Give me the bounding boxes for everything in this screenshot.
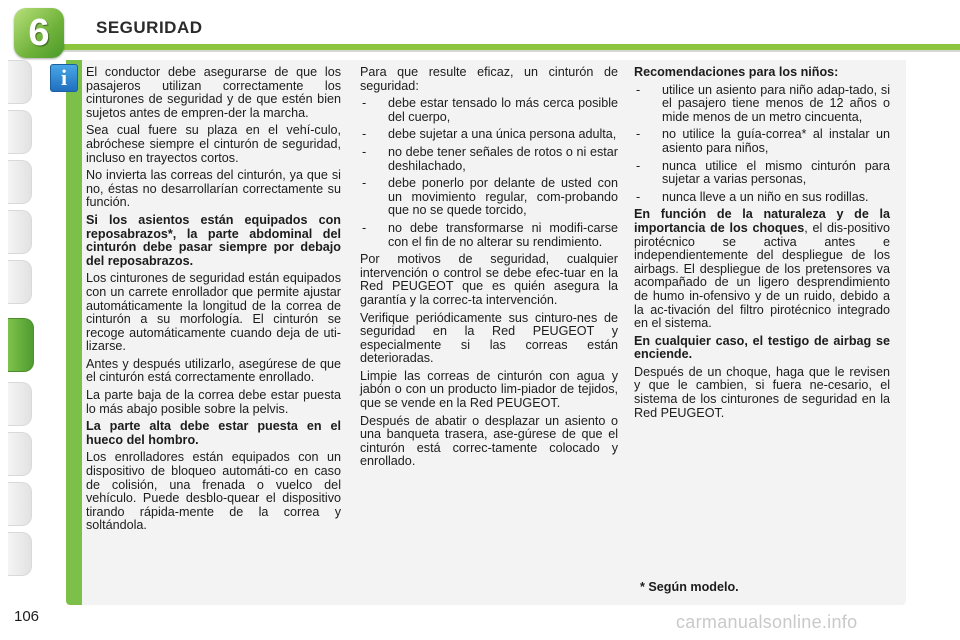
list-item: - debe estar tensado lo más cerca posible del cuerpo, <box>360 97 618 124</box>
paragraph: No invierta las correas del cinturón, ya que si no, éstas no desarrollarían correctamente su función. <box>86 168 341 210</box>
header <box>0 0 960 56</box>
list-item: - utilice un asiento para niño adap-tado, si el pasajero tiene menos de 12 años o mide menos de un metro cincuenta, <box>634 84 890 125</box>
list-item: - debe ponerlo por delante de usted con un movimiento regular, com-probando que no se quede torcido, <box>360 177 618 218</box>
chapter-number: 6 <box>28 12 50 54</box>
list-item: - nunca lleve a un niño en sus rodillas. <box>634 191 890 205</box>
chapter-tab-5[interactable] <box>8 260 32 304</box>
chapter-tab-7[interactable] <box>8 382 32 426</box>
info-icon: i <box>50 64 78 92</box>
belt-requirements-intro: Para que resulte eficaz, un cinturón de seguridad: <box>360 65 618 93</box>
chapter-tab-1[interactable] <box>8 60 32 104</box>
list-item: - nunca utilice el mismo cinturón para sujetar a varias personas, <box>634 160 890 187</box>
chapter-tab-6-active[interactable] <box>8 318 34 372</box>
list-item: - no utilice la guía-correa* al instalar un asiento para niños, <box>634 128 890 155</box>
pretensioner-lead: En función de la naturaleza y de la importancia de los choques <box>634 207 890 235</box>
header-divider <box>60 50 960 52</box>
chapter-tab-9[interactable] <box>8 482 32 526</box>
paragraph: La parte baja de la correa debe estar puesta lo más abajo posible sobre la pelvis. <box>86 388 341 416</box>
paragraph: Limpie las correas de cinturón con agua y jabón o con un producto lim-piador de tejidos, que se vende en la Red PEUGEOT. <box>360 368 618 411</box>
chapter-tab-2[interactable] <box>8 110 32 154</box>
chapter-tab-8[interactable] <box>8 432 32 476</box>
column-3 <box>634 66 890 424</box>
chapter-tab-4[interactable] <box>8 210 32 254</box>
paragraph: Los enrolladores están equipados con un dispositivo de bloqueo automáti-co en caso de colisión, una frenada o vuelco del vehículo. Puede desblo-quear el dispositivo tirando rápida-mente de la correa y soltándola. <box>86 450 341 533</box>
pretensioner-paragraph <box>634 208 890 330</box>
paragraph: Verifique periódicamente sus cinturo-nes de seguridad en la Red PEUGEOT y especialmente si las correas están deterioradas. <box>360 310 618 366</box>
paragraph: Después de un choque, haga que le revisen y que le cambien, si fuera ne-cesario, el sistema de los cinturones de seguridad en la Red PEUGEOT. <box>634 364 890 420</box>
paragraph: Sea cual fuere su plaza en el vehí-culo, abróchese siempre el cinturón de seguridad, incluso en trayectos cortos. <box>86 123 341 165</box>
watermark: carmanualsonline.info <box>676 612 858 632</box>
list-item: - debe sujetar a una única persona adulta, <box>360 128 618 142</box>
chapter-tab-10[interactable] <box>8 532 32 576</box>
children-list <box>634 84 890 205</box>
paragraph: Antes y después utilizarlo, asegúrese de que el cinturón está correctamente enrollado. <box>86 356 341 385</box>
pretensioner-text: , el dis-positivo pirotécnico se activa antes e independientemente del despliegue de los airbags. El despliegue de los pretensores va acompañado de un ligero desprendimiento de humo in-ofensivo y de un ruido, debido a la ac-tivación del filtro pirotécnico integrado en el sistema. <box>634 220 890 331</box>
paragraph: Por motivos de seguridad, cualquier intervención o control se debe efec-tuar en la Red PEUGEOT que es quién asegura la garantía y la correc-ta intervención. <box>360 252 618 307</box>
list-item: - no debe transformarse ni modifi-carse con el fin de no alterar su rendimiento. <box>360 222 618 249</box>
shoulder-warning: La parte alta debe estar puesta en el hueco del hombro. <box>86 419 341 447</box>
paragraph: El conductor debe asegurarse de que los pasajeros utilizan correctamente los cinturones de seguridad y de que estén bien sujetos antes de empren-der la marcha. <box>86 65 341 120</box>
children-heading: Recomendaciones para los niños: <box>634 65 839 79</box>
paragraph: Después de abatir o desplazar un asiento o una banqueta trasera, ase-gúrese de que el cinturón está correc-tamente colocado y enrollado. <box>360 413 618 469</box>
list-item: - no debe tener señales de rotos o ni estar deshilachado, <box>360 146 618 173</box>
footnote: * Según modelo. <box>640 580 739 594</box>
page-number: 106 <box>14 608 40 625</box>
column-2 <box>360 66 618 473</box>
section-title: SEGURIDAD <box>96 18 203 37</box>
airbag-warning: En cualquier caso, el testigo de airbag se enciende. <box>634 333 890 362</box>
column-1 <box>86 66 341 537</box>
paragraph: Los cinturones de seguridad están equipados con un carrete enrollador que permite ajustar automáticamente la longitud de la correa de cinturón a su morfología. El cinturón se recoge automáticamente cuando deja de uti-lizarse. <box>86 271 341 354</box>
armrest-warning: Si los asientos están equipados con reposabrazos*, la parte abdominal del cinturón debe pasar siempre por debajo del reposabrazos. <box>86 212 341 268</box>
chapter-tab-3[interactable] <box>8 160 32 204</box>
chapter-badge[interactable] <box>14 8 64 58</box>
belt-requirements-list <box>360 97 618 249</box>
